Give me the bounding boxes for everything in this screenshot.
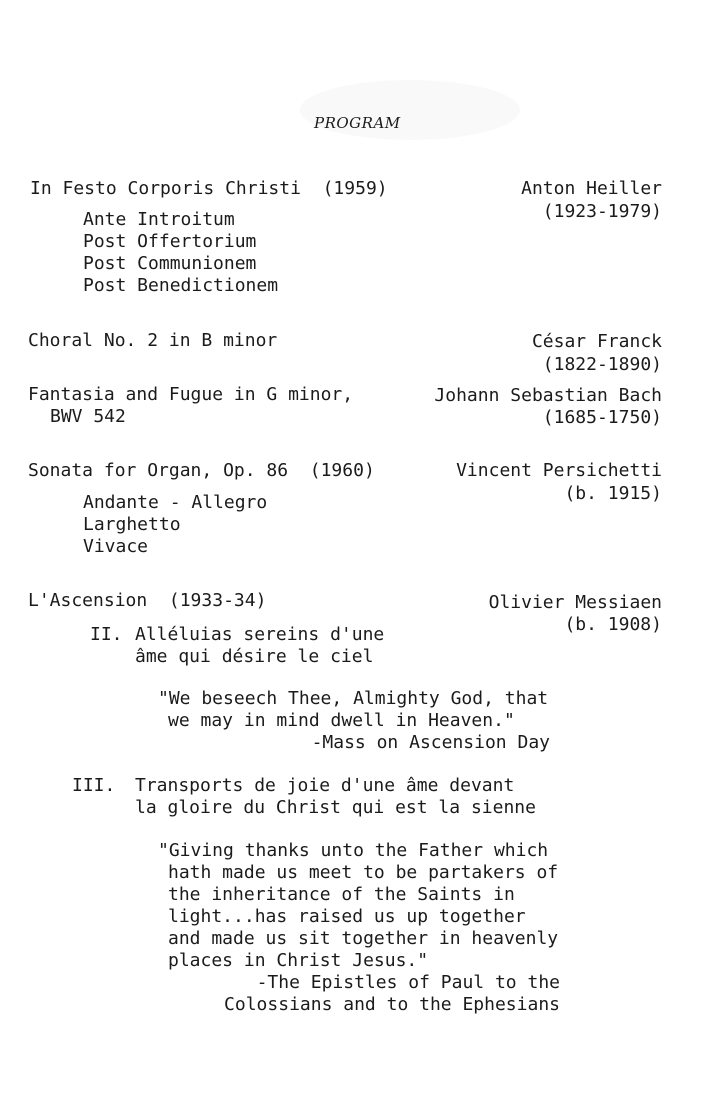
piece-2-dates: (1822-1890) <box>542 354 662 375</box>
movement-ii-quote-line-1: "We beseech Thee, Almighty God, that <box>158 688 549 709</box>
piece-3-title-line-2: BWV 542 <box>50 406 126 427</box>
piece-1-movement-1: Ante Introitum <box>83 209 235 230</box>
piece-1-movement-4: Post Benedictionem <box>83 275 279 296</box>
movement-iii-quote-line-1: "Giving thanks unto the Father which <box>158 840 549 861</box>
movement-iii-numeral: III. <box>72 775 116 796</box>
movement-iii-quote-line-4: light...has raised us up together <box>168 906 526 927</box>
piece-4-movement-3: Vivace <box>83 536 149 557</box>
page-heading: PROGRAM <box>314 114 401 132</box>
piece-1-composer: Anton Heiller <box>521 178 662 199</box>
movement-ii-numeral: II. <box>90 624 123 645</box>
movement-ii-quote-line-2: we may in mind dwell in Heaven." <box>168 710 515 731</box>
piece-4-dates: (b. 1915) <box>564 483 662 504</box>
movement-iii-quote-line-6: places in Christ Jesus." <box>168 950 429 971</box>
movement-ii-source: -Mass on Ascension Day <box>311 732 550 753</box>
piece-4-title: Sonata for Organ, Op. 86 (1960) <box>28 460 375 481</box>
piece-4-movement-2: Larghetto <box>83 514 181 535</box>
piece-3-title: Fantasia and Fugue in G minor, <box>28 384 354 405</box>
piece-1-movement-3: Post Communionem <box>83 253 257 274</box>
movement-iii-quote-line-2: hath made us meet to be partakers of <box>168 862 559 883</box>
piece-1-title: In Festo Corporis Christi (1959) <box>30 178 388 199</box>
piece-4-composer: Vincent Persichetti <box>456 460 662 481</box>
movement-iii-source-line-2: Colossians and to the Ephesians <box>224 994 560 1015</box>
movement-iii-quote-line-5: and made us sit together in heavenly <box>168 928 559 949</box>
piece-2-title: Choral No. 2 in B minor <box>28 330 278 351</box>
movement-iii-line-1: Transports de joie d'une âme devant <box>135 775 515 796</box>
piece-1-dates: (1923-1979) <box>542 201 662 222</box>
piece-5-dates: (b. 1908) <box>564 614 662 635</box>
movement-iii-quote-line-3: the inheritance of the Saints in <box>168 884 515 905</box>
movement-iii-line-2: la gloire du Christ qui est la sienne <box>135 797 536 818</box>
movement-ii-line-2: âme qui désire le ciel <box>135 646 374 667</box>
movement-ii-line-1: Alléluias sereins d'une <box>135 624 385 645</box>
piece-3-composer: Johann Sebastian Bach <box>434 385 662 406</box>
piece-3-dates: (1685-1750) <box>542 407 662 428</box>
piece-4-movement-1: Andante - Allegro <box>83 492 268 513</box>
piece-5-title: L'Ascension (1933-34) <box>28 590 267 611</box>
piece-1-movement-2: Post Offertorium <box>83 231 257 252</box>
movement-iii-source-line-1: -The Epistles of Paul to the <box>256 972 560 993</box>
piece-5-composer: Olivier Messiaen <box>488 592 662 613</box>
piece-2-composer: César Franck <box>531 331 662 352</box>
